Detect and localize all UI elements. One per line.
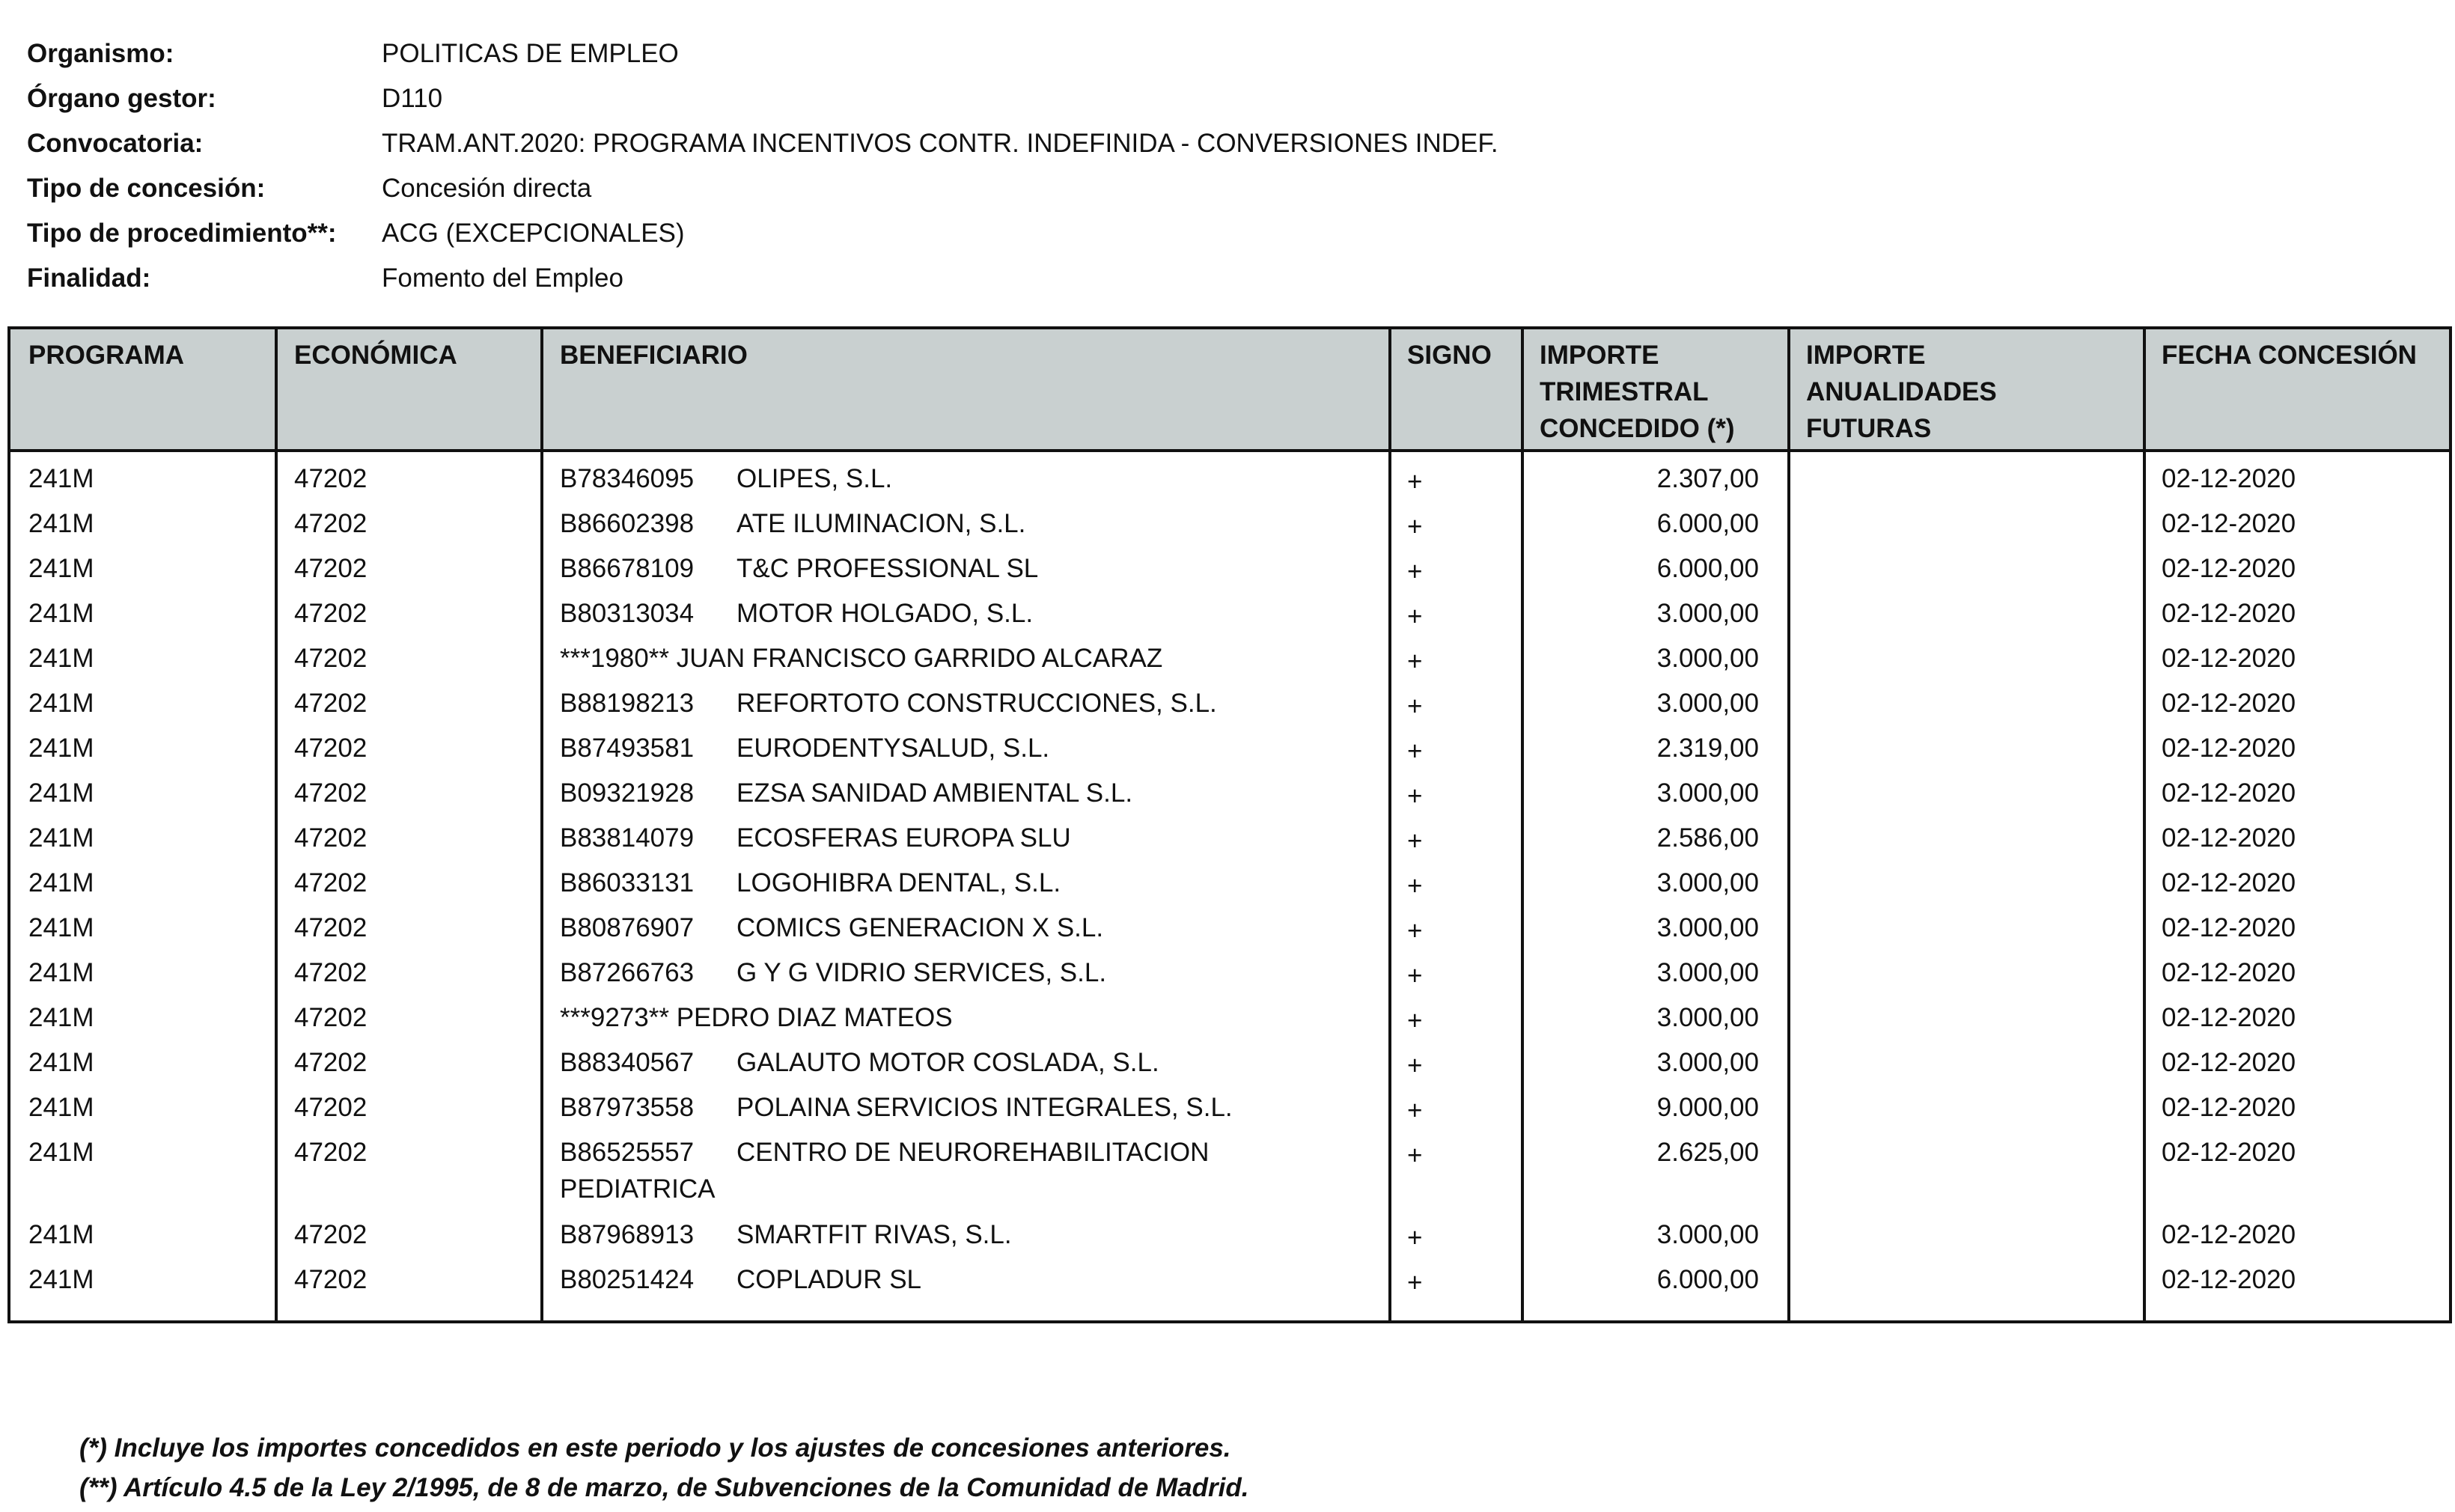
cell-fecha: 02-12-2020 (2162, 958, 2296, 987)
grants-table (7, 326, 2452, 1323)
beneficiario-nif: B86678109 (560, 554, 695, 583)
table-row (10, 587, 2449, 632)
cell-programa: 241M (28, 1003, 94, 1032)
cell-importe: 2.307,00 (1656, 464, 1759, 493)
cell-economica: 47202 (294, 554, 368, 583)
cell-signo: + (1407, 1006, 1423, 1035)
cell-beneficiario (560, 595, 1338, 632)
meta-row (27, 31, 1498, 76)
beneficiario-nombre: OLIPES, S.L. (736, 464, 893, 493)
meta-label: Organismo: (27, 39, 174, 68)
beneficiario-nif: B80251424 (560, 1265, 695, 1294)
cell-signo: + (1407, 1051, 1423, 1080)
cell-fecha: 02-12-2020 (2162, 734, 2296, 763)
cell-signo: + (1407, 557, 1423, 586)
beneficiario-nombre: COMICS GENERACION X S.L. (736, 913, 1104, 942)
cell-programa: 241M (28, 1093, 94, 1122)
table-row (10, 1253, 2449, 1298)
meta-value: POLITICAS DE EMPLEO (382, 39, 679, 68)
cell-programa: 241M (28, 1138, 94, 1167)
beneficiario-nif: B09321928 (560, 778, 695, 808)
cell-importe: 6.000,00 (1656, 509, 1759, 538)
table-row (10, 901, 2449, 946)
cell-signo: + (1407, 512, 1423, 541)
beneficiario-nombre: G Y G VIDRIO SERVICES, S.L. (736, 958, 1107, 987)
cell-fecha: 02-12-2020 (2162, 1265, 2296, 1294)
cell-economica: 47202 (294, 958, 368, 987)
beneficiario-nombre: MOTOR HOLGADO, S.L. (736, 599, 1034, 628)
cell-beneficiario (560, 730, 1338, 766)
table-row (10, 452, 2449, 497)
cell-economica: 47202 (294, 599, 368, 628)
beneficiario-nif: B87493581 (560, 734, 695, 763)
cell-beneficiario (560, 1044, 1338, 1081)
cell-fecha: 02-12-2020 (2162, 1048, 2296, 1077)
table-row (10, 1036, 2449, 1081)
cell-programa: 241M (28, 509, 94, 538)
beneficiario-nif: B83814079 (560, 823, 695, 853)
beneficiario-nombre: REFORTOTO CONSTRUCCIONES, S.L. (736, 689, 1217, 718)
cell-beneficiario (560, 460, 1338, 497)
cell-signo: + (1407, 1223, 1423, 1252)
cell-signo: + (1407, 1096, 1423, 1125)
cell-fecha: 02-12-2020 (2162, 868, 2296, 897)
cell-beneficiario (560, 909, 1338, 946)
beneficiario-nombre: GALAUTO MOTOR COSLADA, S.L. (736, 1048, 1159, 1077)
table-row (10, 1081, 2449, 1126)
meta-row (27, 166, 1498, 211)
cell-beneficiario (560, 865, 1338, 901)
table-row (10, 677, 2449, 722)
beneficiario-nombre: ATE ILUMINACION, S.L. (736, 509, 1026, 538)
cell-importe: 6.000,00 (1656, 1265, 1759, 1294)
cell-fecha: 02-12-2020 (2162, 689, 2296, 718)
cell-economica: 47202 (294, 778, 368, 808)
beneficiario-nif: B87968913 (560, 1220, 695, 1249)
beneficiario-nif: ***9273** (560, 1003, 669, 1032)
cell-programa: 241M (28, 868, 94, 897)
cell-fecha: 02-12-2020 (2162, 509, 2296, 538)
beneficiario-nombre: EURODENTYSALUD, S.L. (736, 734, 1050, 763)
cell-signo: + (1407, 647, 1423, 676)
cell-importe: 9.000,00 (1656, 1093, 1759, 1122)
footnotes (79, 1428, 1248, 1508)
cell-programa: 241M (28, 644, 94, 673)
header-importe-line2: TRIMESTRAL (1540, 377, 1709, 406)
cell-programa: 241M (28, 554, 94, 583)
beneficiario-nif: ***1980** (560, 644, 669, 673)
beneficiario-nombre: PEDRO DIAZ MATEOS (676, 1003, 953, 1032)
header-beneficiario: BENEFICIARIO (560, 341, 748, 370)
header-programa: PROGRAMA (28, 341, 185, 370)
cell-programa: 241M (28, 1265, 94, 1294)
header-anual-line3: FUTURAS (1806, 414, 1932, 443)
meta-label: Órgano gestor: (27, 84, 216, 113)
beneficiario-nif: B88198213 (560, 689, 695, 718)
header-anual-line2: ANUALIDADES (1806, 377, 1997, 406)
cell-economica: 47202 (294, 734, 368, 763)
table-row (10, 946, 2449, 991)
header-economica: ECONÓMICA (294, 341, 457, 370)
meta-label: Finalidad: (27, 263, 151, 293)
cell-signo: + (1407, 1268, 1423, 1297)
cell-importe: 2.319,00 (1656, 734, 1759, 763)
cell-economica: 47202 (294, 1265, 368, 1294)
cell-signo: + (1407, 916, 1423, 945)
beneficiario-nombre: LOGOHIBRA DENTAL, S.L. (736, 868, 1061, 897)
cell-importe: 6.000,00 (1656, 554, 1759, 583)
cell-fecha: 02-12-2020 (2162, 1220, 2296, 1249)
footnote-ley: (**) Artículo 4.5 de la Ley 2/1995, de 8 de marzo, de Subvenciones de la Comunidad de Madrid. (79, 1473, 1249, 1502)
footnote-importes: (*) Incluye los importes concedidos en este periodo y los ajustes de concesiones anteriores. (79, 1433, 1231, 1463)
cell-economica: 47202 (294, 464, 368, 493)
cell-fecha: 02-12-2020 (2162, 554, 2296, 583)
cell-beneficiario (560, 1261, 1338, 1298)
meta-value: Concesión directa (382, 174, 592, 203)
beneficiario-nombre: ECOSFERAS EUROPA SLU (736, 823, 1071, 853)
table-row (10, 766, 2449, 811)
beneficiario-nif: B80876907 (560, 913, 695, 942)
beneficiario-nombre: POLAINA SERVICIOS INTEGRALES, S.L. (736, 1093, 1233, 1122)
cell-beneficiario (560, 820, 1338, 856)
cell-signo: + (1407, 826, 1423, 856)
cell-economica: 47202 (294, 509, 368, 538)
cell-fecha: 02-12-2020 (2162, 644, 2296, 673)
cell-signo: + (1407, 871, 1423, 900)
cell-programa: 241M (28, 464, 94, 493)
header-importe-line3: CONCEDIDO (*) (1540, 414, 1735, 443)
cell-importe: 2.625,00 (1656, 1138, 1759, 1167)
cell-importe: 3.000,00 (1656, 599, 1759, 628)
cell-importe: 3.000,00 (1656, 778, 1759, 808)
cell-economica: 47202 (294, 1048, 368, 1077)
beneficiario-nif: B87973558 (560, 1093, 695, 1122)
header-importe-trimestral (1540, 337, 1735, 447)
beneficiario-nombre: SMARTFIT RIVAS, S.L. (736, 1220, 1012, 1249)
table-row (10, 1126, 2449, 1208)
cell-economica: 47202 (294, 868, 368, 897)
beneficiario-nombre: JUAN FRANCISCO GARRIDO ALCARAZ (676, 644, 1163, 673)
beneficiario-nombre: T&C PROFESSIONAL SL (736, 554, 1039, 583)
table-header (10, 329, 2449, 452)
document-metadata (27, 31, 1498, 301)
beneficiario-nif: B80313034 (560, 599, 695, 628)
cell-economica: 47202 (294, 1003, 368, 1032)
meta-label: Tipo de procedimiento**: (27, 219, 337, 248)
cell-programa: 241M (28, 823, 94, 853)
header-anual-line1: IMPORTE (1806, 341, 1926, 370)
cell-importe: 3.000,00 (1656, 644, 1759, 673)
cell-programa: 241M (28, 734, 94, 763)
beneficiario-nombre: CENTRO DE NEUROREHABILITACION PEDIATRICA (560, 1138, 1210, 1204)
cell-importe: 2.586,00 (1656, 823, 1759, 853)
table-row (10, 1208, 2449, 1253)
cell-signo: + (1407, 781, 1423, 811)
table-row (10, 856, 2449, 901)
cell-beneficiario (560, 1134, 1338, 1207)
meta-value: ACG (EXCEPCIONALES) (382, 219, 685, 248)
meta-row (27, 211, 1498, 256)
cell-fecha: 02-12-2020 (2162, 1003, 2296, 1032)
cell-signo: + (1407, 692, 1423, 721)
cell-importe: 3.000,00 (1656, 958, 1759, 987)
beneficiario-nif: B86033131 (560, 868, 695, 897)
cell-importe: 3.000,00 (1656, 1048, 1759, 1077)
cell-beneficiario (560, 954, 1338, 991)
table-row (10, 497, 2449, 542)
cell-beneficiario (560, 999, 1338, 1036)
meta-row (27, 121, 1498, 166)
cell-economica: 47202 (294, 1220, 368, 1249)
cell-signo: + (1407, 467, 1423, 496)
cell-importe: 3.000,00 (1656, 868, 1759, 897)
meta-row (27, 76, 1498, 121)
meta-value: D110 (382, 84, 443, 113)
cell-fecha: 02-12-2020 (2162, 599, 2296, 628)
cell-economica: 47202 (294, 1093, 368, 1122)
table-row (10, 542, 2449, 587)
cell-fecha: 02-12-2020 (2162, 778, 2296, 808)
beneficiario-nif: B87266763 (560, 958, 695, 987)
beneficiario-nif: B78346095 (560, 464, 695, 493)
cell-importe: 3.000,00 (1656, 1003, 1759, 1032)
cell-importe: 3.000,00 (1656, 689, 1759, 718)
cell-programa: 241M (28, 958, 94, 987)
meta-row (27, 256, 1498, 301)
cell-beneficiario (560, 505, 1338, 542)
cell-programa: 241M (28, 689, 94, 718)
header-importe-line1: IMPORTE (1540, 341, 1659, 370)
cell-programa: 241M (28, 1048, 94, 1077)
cell-programa: 241M (28, 1220, 94, 1249)
cell-fecha: 02-12-2020 (2162, 823, 2296, 853)
cell-economica: 47202 (294, 913, 368, 942)
cell-economica: 47202 (294, 823, 368, 853)
beneficiario-nif: B86525557 (560, 1138, 695, 1167)
cell-fecha: 02-12-2020 (2162, 913, 2296, 942)
cell-economica: 47202 (294, 1138, 368, 1167)
cell-beneficiario (560, 640, 1338, 677)
cell-signo: + (1407, 602, 1423, 631)
meta-label: Tipo de concesión: (27, 174, 266, 203)
meta-label: Convocatoria: (27, 129, 204, 158)
cell-programa: 241M (28, 913, 94, 942)
beneficiario-nif: B86602398 (560, 509, 695, 538)
table-row (10, 991, 2449, 1036)
cell-signo: + (1407, 1141, 1423, 1170)
meta-value: TRAM.ANT.2020: PROGRAMA INCENTIVOS CONTR. INDEFINIDA - CONVERSIONES INDEF. (382, 129, 1498, 158)
cell-beneficiario (560, 775, 1338, 811)
cell-signo: + (1407, 737, 1423, 766)
cell-beneficiario (560, 550, 1338, 587)
cell-beneficiario (560, 1216, 1338, 1253)
beneficiario-nombre: COPLADUR SL (736, 1265, 922, 1294)
table-row (10, 632, 2449, 677)
table-row (10, 722, 2449, 766)
cell-economica: 47202 (294, 644, 368, 673)
cell-economica: 47202 (294, 689, 368, 718)
cell-importe: 3.000,00 (1656, 913, 1759, 942)
beneficiario-nombre: EZSA SANIDAD AMBIENTAL S.L. (736, 778, 1133, 808)
cell-beneficiario (560, 685, 1338, 722)
cell-signo: + (1407, 961, 1423, 990)
cell-fecha: 02-12-2020 (2162, 464, 2296, 493)
header-signo: SIGNO (1407, 341, 1492, 370)
cell-fecha: 02-12-2020 (2162, 1138, 2296, 1167)
cell-programa: 241M (28, 599, 94, 628)
table-body (10, 452, 2449, 1298)
header-importe-anualidades (1806, 337, 1997, 447)
header-fecha-concesion: FECHA CONCESIÓN (2162, 341, 2417, 370)
table-row (10, 811, 2449, 856)
meta-value: Fomento del Empleo (382, 263, 623, 293)
beneficiario-nif: B88340567 (560, 1048, 695, 1077)
cell-programa: 241M (28, 778, 94, 808)
cell-fecha: 02-12-2020 (2162, 1093, 2296, 1122)
cell-beneficiario (560, 1089, 1338, 1126)
cell-importe: 3.000,00 (1656, 1220, 1759, 1249)
